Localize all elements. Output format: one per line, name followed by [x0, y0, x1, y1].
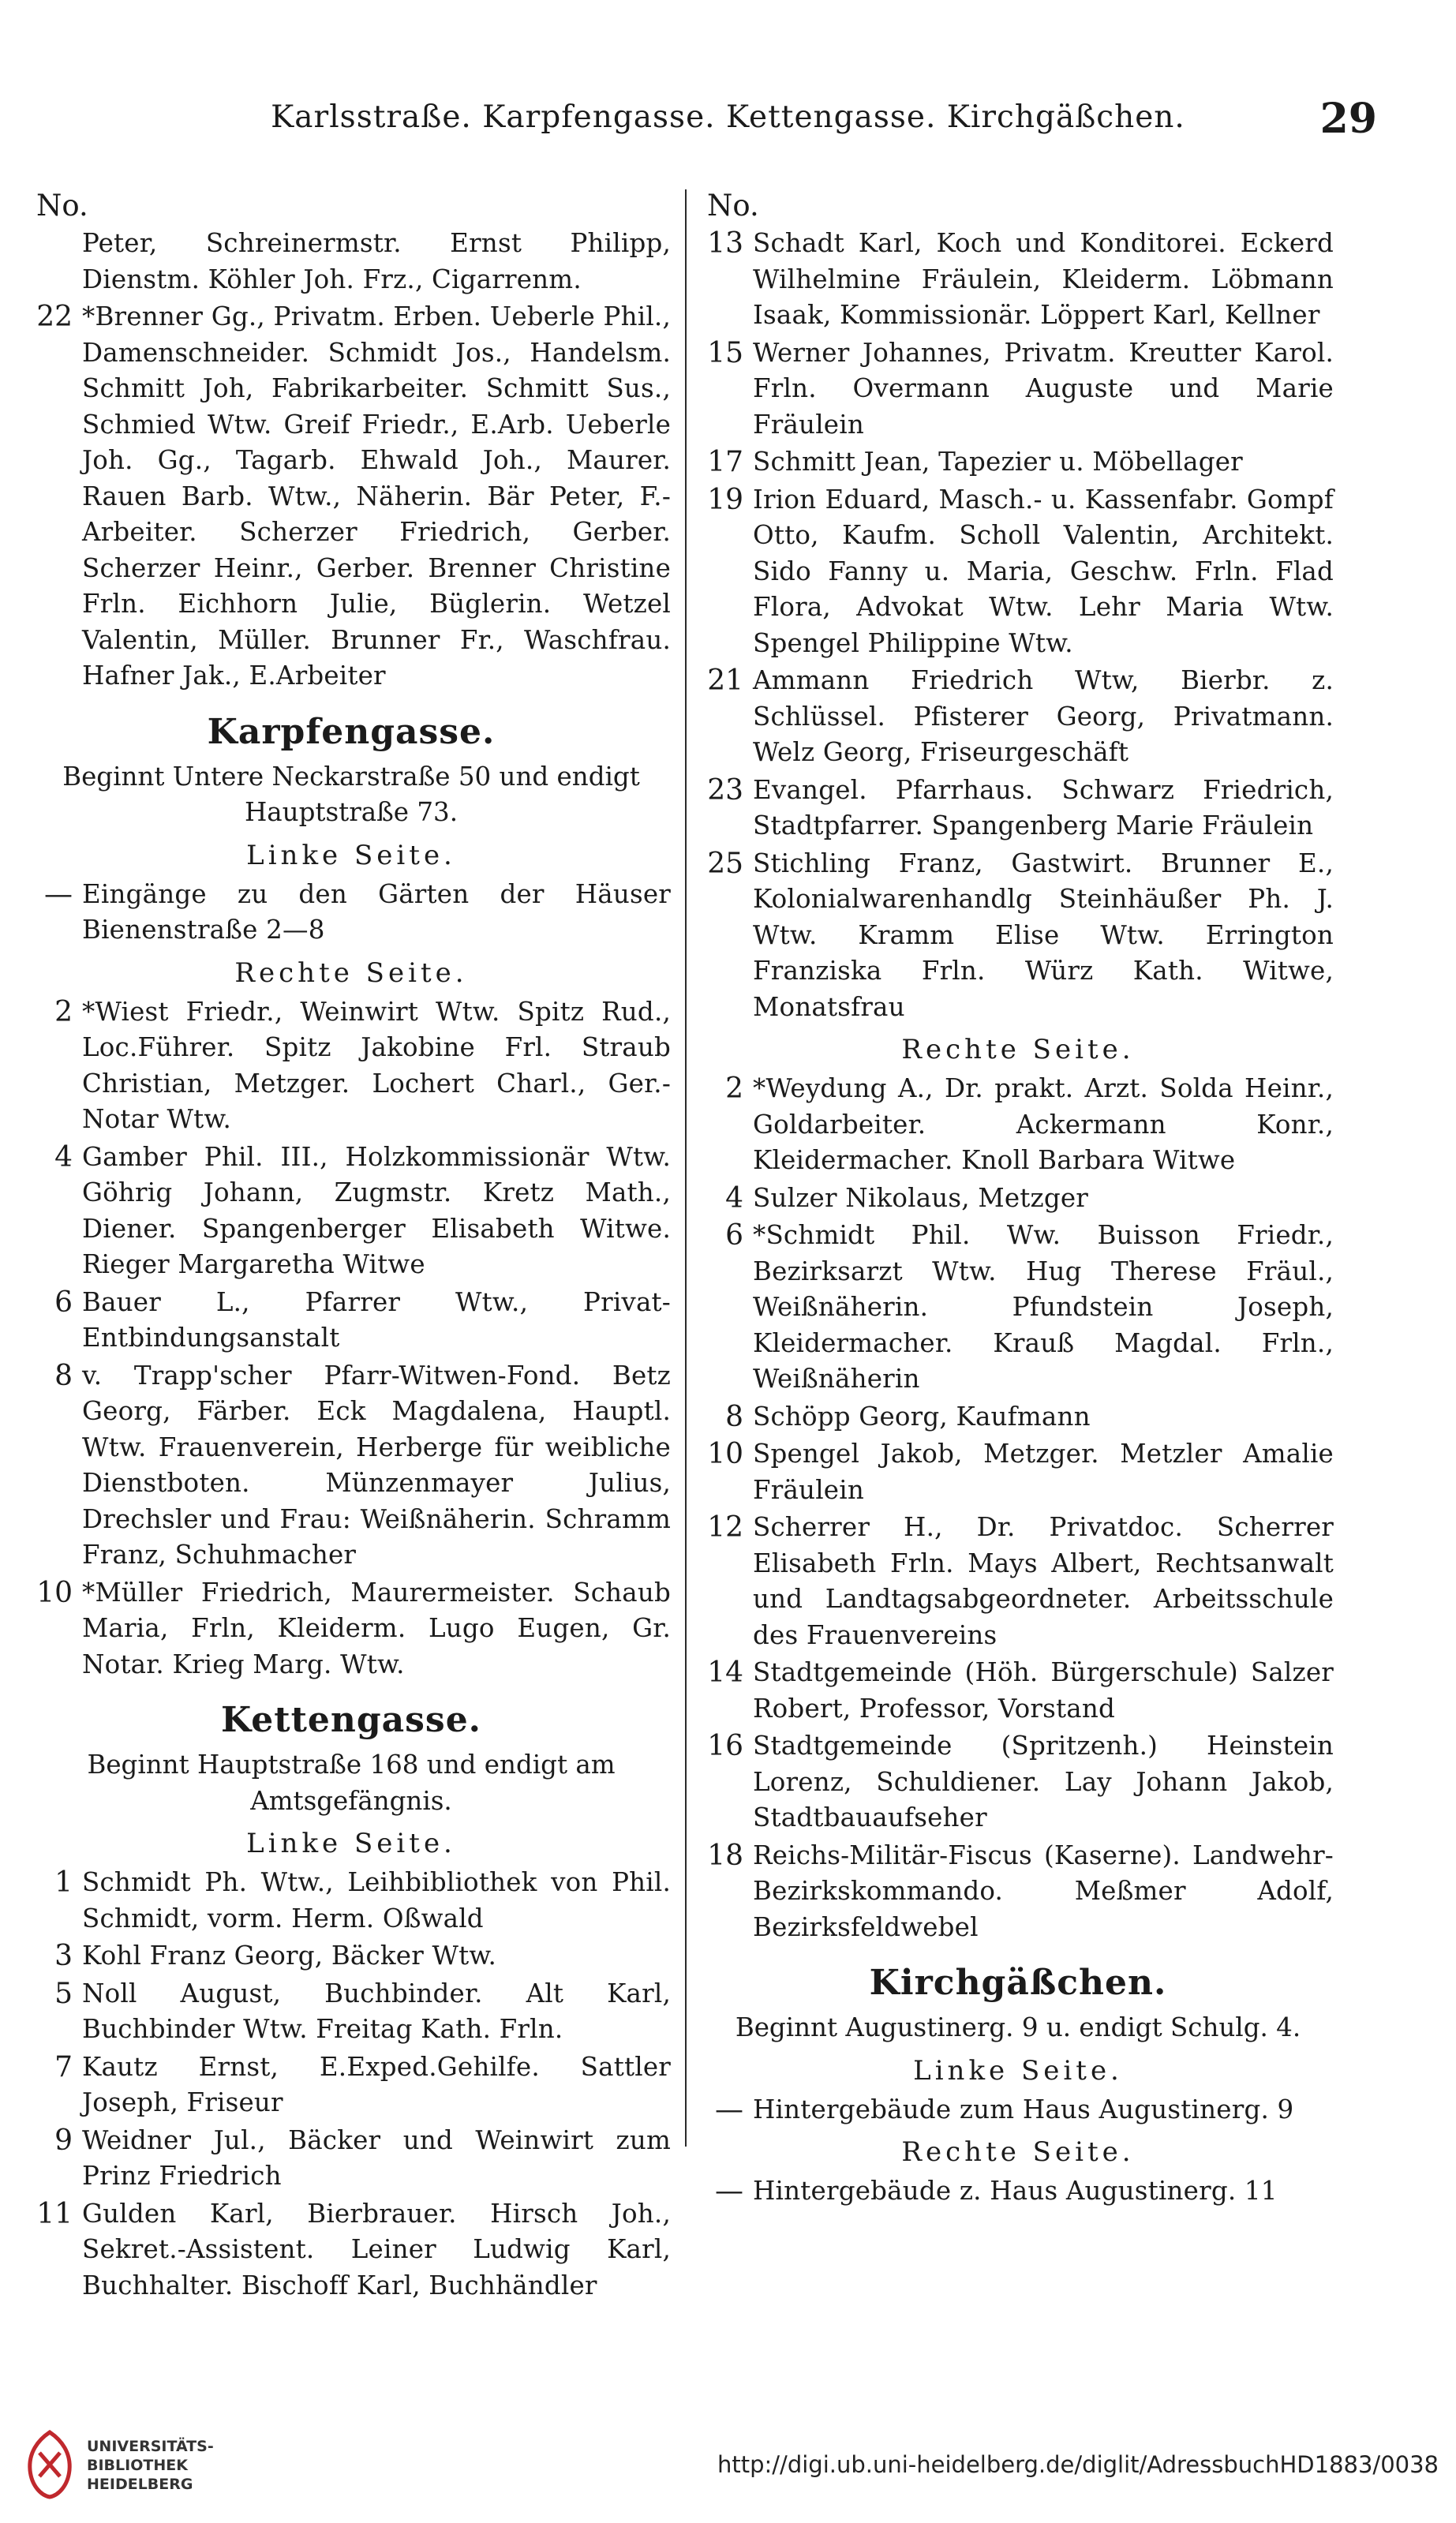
- list-item: [32, 1865, 671, 1937]
- house-number: 1: [54, 1866, 73, 1899]
- resident-text: *Weydung A., Dr. prakt. Arzt. Solda Heinr., Goldarbeiter. Ackermann Konr., Kleidermacher. Knoll Barbara Witwe: [753, 1073, 1334, 1175]
- list-item: [702, 226, 1334, 334]
- running-head: [79, 93, 1377, 148]
- house-number: 6: [54, 1286, 73, 1319]
- list-item: [702, 2092, 1334, 2128]
- list-item: [702, 1218, 1334, 1398]
- right-column: [702, 188, 1334, 2210]
- resident-text: Hintergebäude zum Haus Augustinerg. 9: [753, 2094, 1294, 2124]
- list-item: [702, 846, 1334, 1026]
- resident-text: v. Trapp'scher Pfarr-Witwen-Fond. Betz Georg, Färber. Eck Magdalena, Hauptl. Wtw. Frauenverein, Herberge für weibliche Dienstboten. Münzenmayer Julius, Drechsler und Frau: Weißnäherin. Schramm Franz, Schuhmacher: [82, 1360, 671, 1570]
- list-item: [702, 1071, 1334, 1179]
- resident-text: *Wiest Friedr., Weinwirt Wtw. Spitz Rud., Loc.Führer. Spitz Jakobine Frl. Straub Christian, Metzger. Lochert Charl., Ger.-Notar Wtw.: [82, 996, 671, 1134]
- list-item: [32, 1575, 671, 1683]
- library-logo: [22, 2429, 219, 2500]
- resident-text: Eingänge zu den Gärten der Häuser Bienenstraße 2—8: [82, 878, 671, 945]
- list-item: [32, 1938, 671, 1975]
- street-title-karpfengasse: Karpfengasse.: [207, 711, 496, 752]
- resident-text: Spengel Jakob, Metzger. Metzler Amalie Fräulein: [753, 1439, 1334, 1505]
- list-item: [32, 994, 671, 1138]
- resident-text: Gamber Phil. III., Holzkommissionär Wtw. Göhrig Johann, Zugmstr. Kretz Math., Diener. Spangenberger Elisabeth Witwe. Rieger Margaretha Witwe: [82, 1141, 671, 1279]
- house-number: 10: [36, 1576, 73, 1609]
- list-item: [702, 335, 1334, 444]
- resident-text: *Müller Friedrich, Maurermeister. Schaub Maria, Frln, Kleiderm. Lugo Eugen, Gr. Notar. Krieg Marg. Wtw.: [82, 1577, 671, 1679]
- list-item: [702, 2173, 1334, 2210]
- list-item: [702, 1728, 1334, 1836]
- side-title-right: Rechte Seite.: [901, 2136, 1135, 2168]
- side-title-left: Linke Seite.: [246, 1828, 456, 1859]
- list-item: [32, 1976, 671, 2048]
- library-name-line: UNIVERSITÄTS-: [87, 2438, 214, 2455]
- column-divider: [685, 189, 687, 2147]
- resident-text: Peter, Schreinermstr. Ernst Philipp, Dienstm. Köhler Joh. Frz., Cigarrenm.: [82, 228, 671, 294]
- resident-text: Scherrer H., Dr. Privatdoc. Scherrer Elisabeth Frln. Mays Albert, Rechtsanwalt und Landtagsabgeordneter. Arbeitsschule des Frauenvereins: [753, 1512, 1334, 1650]
- list-item: [702, 663, 1334, 771]
- side-title-left: Linke Seite.: [913, 2054, 1123, 2087]
- list-item: [32, 299, 671, 694]
- library-name-line: BIBLIOTHEK: [87, 2457, 188, 2474]
- house-number: —: [715, 2093, 743, 2126]
- street-intro-kirchgaesschen: Beginnt Augustinerg. 9 u. endigt Schulg. 4.: [735, 2012, 1301, 2042]
- house-number: 8: [54, 1359, 73, 1392]
- house-number: 19: [707, 483, 743, 516]
- house-number: 23: [707, 773, 743, 807]
- resident-text: Ammann Friedrich Wtw, Bierbr. z. Schlüssel. Pfisterer Georg, Privatmann. Welz Georg, Friseurgeschäft: [753, 665, 1334, 767]
- street-title-kirchgaesschen: Kirchgäßchen.: [869, 1963, 1167, 2003]
- house-number: 14: [707, 1656, 743, 1689]
- list-item: [702, 444, 1334, 481]
- resident-text: Evangel. Pfarrhaus. Schwarz Friedrich, Stadtpfarrer. Spangenberg Marie Fräulein: [753, 774, 1334, 840]
- house-number: 12: [707, 1511, 743, 1544]
- resident-text: Sulzer Nikolaus, Metzger: [753, 1182, 1089, 1213]
- list-item: [32, 2196, 671, 2304]
- house-number: 21: [707, 664, 743, 697]
- street-intro-karpfengasse: Beginnt Untere Neckarstraße 50 und endigt Hauptstraße 73.: [62, 761, 640, 827]
- resident-text: Schmidt Ph. Wtw., Leihbibliothek von Phil. Schmidt, vorm. Herm. Oßwald: [82, 1867, 671, 1933]
- kirchgaesschen-right-entries: [702, 2173, 1334, 2210]
- resident-text: Stadtgemeinde (Spritzenh.) Heinstein Lorenz, Schuldiener. Lay Johann Jakob, Stadtbauaufseher: [753, 1731, 1334, 1832]
- house-number: 4: [54, 1140, 73, 1174]
- house-number: —: [44, 878, 73, 911]
- digitization-footer: [0, 2407, 1456, 2523]
- house-number: 22: [36, 301, 73, 333]
- resident-text: Stichling Franz, Gastwirt. Brunner E., Kolonialwarenhandlg Steinhäußer Ph. J. Wtw. Kramm Elise Wtw. Errington Franziska Frln. Würz Kath. Witwe, Monatsfrau: [753, 848, 1334, 1022]
- house-number: 18: [707, 1839, 743, 1872]
- resident-text: Hintergebäude z. Haus Augustinerg. 11: [753, 2176, 1278, 2206]
- house-number: —: [715, 2175, 743, 2207]
- list-item: [702, 1510, 1334, 1653]
- list-item: [32, 1140, 671, 1283]
- house-number: 16: [707, 1730, 743, 1762]
- resident-text: Weidner Jul., Bäcker und Weinwirt zum Prinz Friedrich: [82, 2124, 671, 2191]
- list-item: [32, 2123, 671, 2195]
- kettengasse-left-entries-continued: [702, 226, 1334, 1025]
- library-seal-icon: [22, 2429, 77, 2500]
- house-number: 3: [54, 1940, 73, 1972]
- kettengasse-right-entries: [702, 1071, 1334, 1945]
- resident-text: Bauer L., Pfarrer Wtw., Privat-Entbindungsanstalt: [82, 1286, 671, 1353]
- running-title: Karlsstraße. Karpfengasse. Kettengasse. Kirchgäßchen.: [271, 99, 1185, 135]
- list-item: [702, 1399, 1334, 1436]
- resident-text: Noll August, Buchbinder. Alt Karl, Buchbinder Wtw. Freitag Kath. Frln.: [82, 1978, 671, 2044]
- house-number: 25: [707, 847, 743, 880]
- house-number: 11: [36, 2197, 73, 2230]
- list-item: [32, 877, 671, 949]
- resident-text: *Brenner Gg., Privatm. Erben. Ueberle Phil., Damenschneider. Schmidt Jos., Handelsm. Schmitt Joh, Fabrikarbeiter. Schmitt Sus., Schmied Wtw. Greif Friedr., E.Arb. Ueberle Joh. Gg., Tagarb. Ehwald Joh., Maurer. Rauen Barb. Wtw., Näherin. Bär Peter, F.-Arbeiter. Scherzer Friedrich, Gerber. Scherzer Heinr., Gerber. Brenner Christine Frln. Eichhorn Julie, Büglerin. Wetzel Valentin, Müller. Brunner Fr., Waschfrau. Hafner Jak., E.Arbeiter: [82, 301, 671, 691]
- resident-text: *Schmidt Phil. Ww. Buisson Friedr., Bezirksarzt Wtw. Hug Therese Fräul., Weißnäherin. Pfundstein Joseph, Kleidermacher. Krauß Magdal. Frln., Weißnäherin: [753, 1220, 1334, 1394]
- side-title-right: Rechte Seite.: [234, 956, 468, 989]
- number-column-label: No.: [36, 189, 88, 223]
- house-number: 5: [54, 1977, 73, 2010]
- page-number: 29: [1319, 95, 1377, 143]
- library-name: [87, 2437, 214, 2494]
- resident-text: Irion Eduard, Masch.- u. Kassenfabr. Gompf Otto, Kaufm. Scholl Valentin, Architekt. Sido Fanny u. Maria, Geschw. Frln. Flad Flora, Advokat Wtw. Lehr Maria Wtw. Spengel Philippine Wtw.: [753, 484, 1334, 658]
- list-item: [32, 226, 671, 298]
- resident-text: Schmitt Jean, Tapezier u. Möbellager: [753, 447, 1243, 477]
- karpfengasse-right-entries: [32, 994, 671, 1683]
- house-number: 7: [54, 2050, 73, 2083]
- resident-text: Kohl Franz Georg, Bäcker Wtw.: [82, 1941, 497, 1971]
- list-item: [32, 1358, 671, 1574]
- resident-text: Gulden Karl, Bierbrauer. Hirsch Joh., Sekret.-Assistent. Leiner Ludwig Karl, Buchhalter. Bischoff Karl, Buchhändler: [82, 2198, 671, 2300]
- list-item: [702, 1181, 1334, 1217]
- list-item: [32, 2049, 671, 2121]
- street-intro-kettengasse: Beginnt Hauptstraße 168 und endigt am Amtsgefängnis.: [87, 1750, 616, 1816]
- library-name-line: HEIDELBERG: [87, 2476, 193, 2493]
- house-number: 2: [54, 995, 73, 1028]
- resident-text: Schadt Karl, Koch und Konditorei. Eckerd Wilhelmine Fräulein, Kleiderm. Löbmann Isaak, Kommissionär. Löppert Karl, Kellner: [753, 228, 1334, 330]
- house-number: 8: [725, 1400, 743, 1433]
- house-number: 10: [707, 1438, 743, 1470]
- house-number: 13: [707, 227, 743, 260]
- number-column-label: No.: [707, 189, 759, 223]
- karpfengasse-left-entries: [32, 877, 671, 949]
- house-number: 6: [725, 1219, 743, 1252]
- house-number: 9: [54, 2124, 73, 2157]
- kettengasse-left-entries: [32, 1865, 671, 2304]
- side-title-right: Rechte Seite.: [901, 1034, 1135, 1065]
- side-title-left: Linke Seite.: [246, 839, 456, 871]
- resident-text: Stadtgemeinde (Höh. Bürgerschule) Salzer Robert, Professor, Vorstand: [753, 1657, 1334, 1724]
- house-number: 17: [707, 446, 743, 478]
- resident-text: Schöpp Georg, Kaufmann: [753, 1401, 1091, 1432]
- list-item: [702, 1838, 1334, 1946]
- street-title-kettengasse: Kettengasse.: [220, 1700, 482, 1740]
- list-item: [702, 482, 1334, 662]
- list-item: [702, 773, 1334, 844]
- house-number: 4: [725, 1181, 743, 1215]
- resident-text: Kautz Ernst, E.Exped.Gehilfe. Sattler Joseph, Friseur: [82, 2051, 671, 2117]
- house-number: 15: [707, 336, 743, 369]
- kirchgaesschen-left-entries: [702, 2092, 1334, 2128]
- resident-text: Werner Johannes, Privatm. Kreutter Karol. Frln. Overmann Auguste und Marie Fräulein: [753, 337, 1334, 440]
- source-link[interactable]: http://digi.ub.uni-heidelberg.de/diglit/AdressbuchHD1883/0038: [717, 2451, 1439, 2478]
- list-item: [702, 1436, 1334, 1508]
- resident-text: Reichs-Militär-Fiscus (Kaserne). Landwehr-Bezirkskommando. Meßmer Adolf, Bezirksfeldwebel: [753, 1840, 1334, 1942]
- karlsstrasse-entries: [32, 226, 671, 694]
- list-item: [32, 1285, 671, 1357]
- list-item: [702, 1655, 1334, 1727]
- house-number: 2: [725, 1072, 743, 1105]
- left-column: [32, 188, 671, 2304]
